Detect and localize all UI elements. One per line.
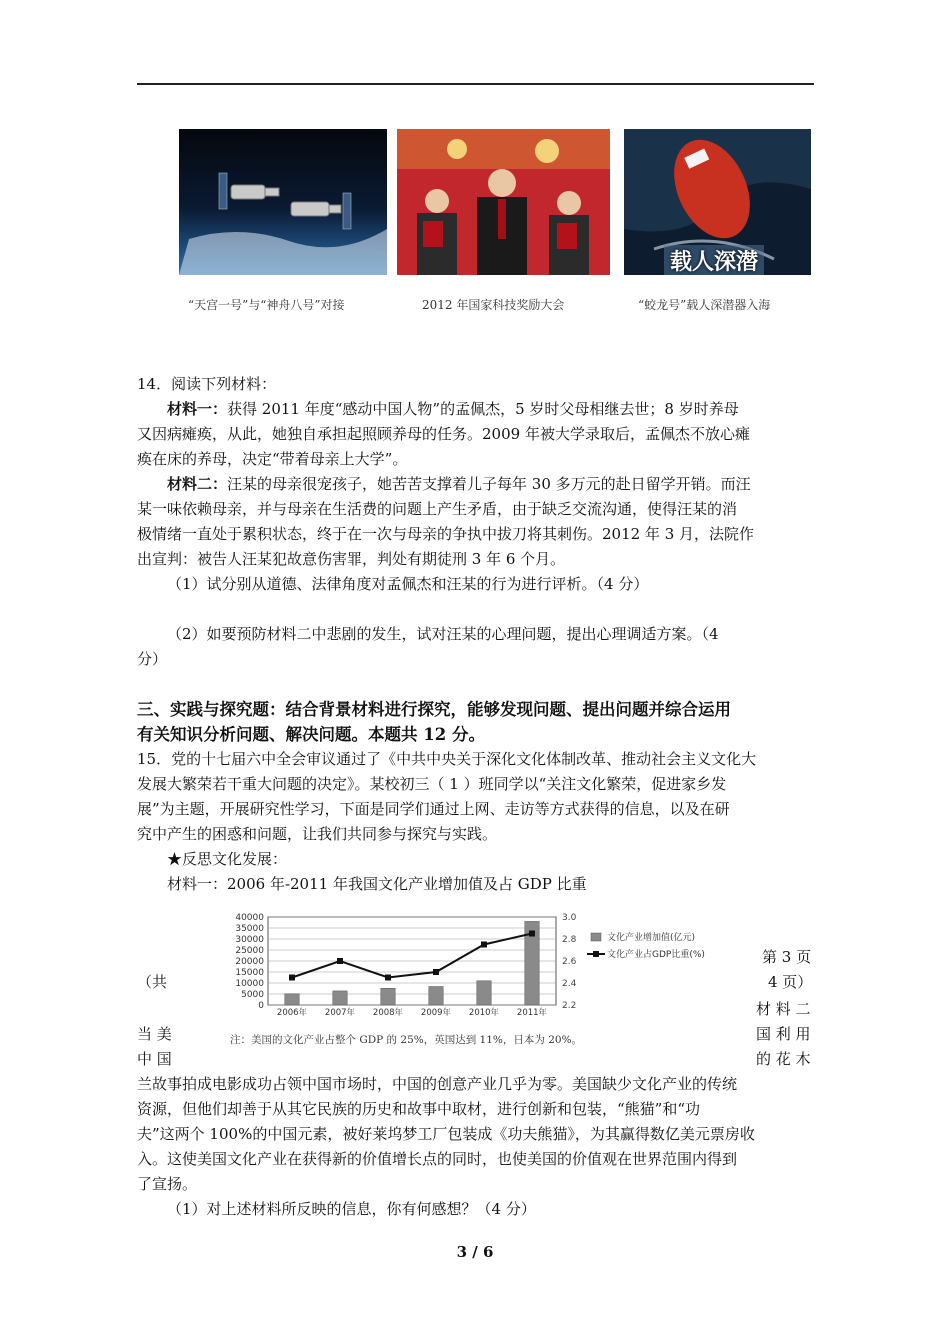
y-tick-label: 0 xyxy=(258,1001,264,1011)
q14-material2-line4: 出宣判：被告人汪某犯故意伤害罪，判处有期徒刑 3 年 6 个月。 xyxy=(137,550,566,568)
q15-line3: 展”为主题，开展研究性学习，下面是同学们通过上网、走访等方式获得的信息，以及在研 xyxy=(137,800,730,818)
overlap-left-1: （共 xyxy=(137,973,168,991)
y2-tick-label: 3.0 xyxy=(562,913,577,923)
caption-docking: “天宫一号”与“神舟八号”对接 xyxy=(188,298,345,312)
line-point xyxy=(385,975,391,981)
q14-material1-line2: 又因病瘫痪，从此，她独自承担起照顾养母的任务。2009 年被大学录取后，孟佩杰不放心瘫 xyxy=(137,425,750,443)
y-tick-label: 35000 xyxy=(235,924,264,934)
overlap-right-1: 第 3 页 xyxy=(762,948,812,966)
award-ceremony-photo xyxy=(397,129,610,275)
q14-sub2-line2: 分） xyxy=(137,650,168,668)
q15-sub1: （1）对上述材料所反映的信息，你有何感想？（4 分） xyxy=(167,1200,536,1218)
y-tick-label: 10000 xyxy=(235,979,264,989)
x-tick-label: 2007年 xyxy=(324,1008,356,1018)
line-point xyxy=(337,958,343,964)
section3-title-line2: 有关知识分析问题、解决问题。本题共 12 分。 xyxy=(137,725,485,744)
q14-intro: 14．阅读下列材料： xyxy=(137,375,277,393)
x-tick-label: 2006年 xyxy=(276,1008,308,1018)
bar xyxy=(477,981,491,1005)
y-tick-label: 15000 xyxy=(235,968,264,978)
material2-text: 汪某的母亲很宠孩子，她苦苦支撑着儿子每年 30 多万元的赴日留学开销。而汪 xyxy=(227,475,751,493)
y2-tick-label: 2.2 xyxy=(562,1001,577,1011)
q14-sub1: （1）试分别从道德、法律角度对孟佩杰和汪某的行为进行评析。（4 分） xyxy=(167,575,649,593)
line-point xyxy=(289,975,295,981)
chart-note: 注：美国的文化产业占整个 GDP 的 25%，英国达到 11%，日本为 20%。 xyxy=(230,1034,583,1046)
q14-material2-line3: 极情绪一直处于累积状态，终于在一次与母亲的争执中拔刀将其刺伤。2012 年 3 月，法院作 xyxy=(137,525,755,543)
q15-body-line2: 资源，但他们却善于从其它民族的历史和故事中取材，进行创新和包装，“熊猫”和“功 xyxy=(137,1100,701,1118)
legend-line-label: 文化产业占GDP比重(%) xyxy=(607,950,705,960)
q15-line1: 15．党的十七届六中全会审议通过了《中共中央关于深化文化体制改革、推动社会主义文化大 xyxy=(137,750,757,768)
y-tick-label: 40000 xyxy=(235,913,264,923)
q15-material1-title: 材料一：2006 年-2011 年我国文化产业增加值及占 GDP 比重 xyxy=(167,875,587,893)
bar xyxy=(429,987,443,1005)
overlap-left-2: 当 美 xyxy=(137,1025,172,1043)
legend-bar-label: 文化产业增加值(亿元) xyxy=(607,933,696,943)
y2-tick-label: 2.8 xyxy=(562,935,577,945)
q14-material1-line3: 痪在床的养母，决定“带着母亲上大学”。 xyxy=(137,450,408,468)
material2-label: 材料二： xyxy=(167,475,228,493)
x-tick-label: 2009年 xyxy=(420,1008,452,1018)
chart-svg xyxy=(186,905,746,1053)
x-tick-label: 2008年 xyxy=(372,1008,404,1018)
q15-body-line5: 了宣扬。 xyxy=(137,1175,198,1193)
legend-line-marker xyxy=(593,951,599,957)
overlap-right-4: 国 利 用 xyxy=(756,1025,811,1043)
line-point xyxy=(433,969,439,975)
overlap-left-3: 中 国 xyxy=(137,1050,172,1068)
y-tick-label: 20000 xyxy=(235,957,264,967)
page-number: 3 / 6 xyxy=(456,1243,494,1261)
y-tick-label: 30000 xyxy=(235,935,264,945)
submersible-photo xyxy=(624,129,811,275)
q15-line2: 发展大繁荣若干重大问题的决定》。某校初三（ 1 ）班同学以“关注文化繁荣，促进家乡发 xyxy=(137,775,727,793)
q15-line4: 究中产生的困惑和问题，让我们共同参与探究与实践。 xyxy=(137,825,498,843)
x-tick-label: 2010年 xyxy=(468,1008,500,1018)
caption-award: 2012 年国家科技奖励大会 xyxy=(422,298,565,312)
bar xyxy=(333,991,347,1005)
q14-material2-line2: 某一味依赖母亲，并与母亲在生活费的问题上产生矛盾，由于缺乏交流沟通，使得汪某的消 xyxy=(137,500,738,518)
q15-body-line3: 夫”这两个 100%的中国元素，被好莱坞梦工厂包装成《功夫熊猫》，为其赢得数亿美元票房收 xyxy=(137,1125,755,1143)
line-point xyxy=(529,931,535,937)
section3-title-line1: 三、实践与探究题：结合背景材料进行探究，能够发现问题、提出问题并综合运用 xyxy=(137,700,731,719)
overlap-right-3: 材 料 二 xyxy=(756,1000,811,1018)
overlay-caption: 载人深潜 xyxy=(664,245,764,275)
overlap-right-5: 的 花 木 xyxy=(756,1050,811,1068)
q15-body-line1: 兰故事拍成电影成功占领中国市场时，中国的创意产业几乎为零。美国缺少文化产业的传统 xyxy=(137,1075,738,1093)
culture-industry-chart xyxy=(186,905,746,1053)
y2-tick-label: 2.4 xyxy=(562,979,577,989)
x-tick-label: 2011年 xyxy=(516,1008,548,1018)
q15-body-line4: 入。这使美国文化产业在获得新的价值增长点的同时，也使美国的价值观在世界范围内得到 xyxy=(137,1150,738,1168)
q14-material1-line1 xyxy=(167,397,739,422)
y-tick-label: 25000 xyxy=(235,946,264,956)
line-point xyxy=(481,942,487,948)
bar xyxy=(381,988,395,1005)
material1-text: 获得 2011 年度“感动中国人物”的孟佩杰，5 岁时父母相继去世；8 岁时养母 xyxy=(227,400,739,418)
overlap-right-2: 4 页） xyxy=(768,973,813,991)
caption-submersible: “蛟龙号”载人深潜器入海 xyxy=(638,298,771,312)
docking-photo xyxy=(179,129,387,275)
q15-star-heading: ★反思文化发展： xyxy=(167,850,288,868)
legend-bar-swatch xyxy=(591,933,601,941)
q14-material2-line1 xyxy=(167,472,751,497)
bar xyxy=(285,994,299,1005)
q14-sub2-line1: （2）如要预防材料二中悲剧的发生，试对汪某的心理问题，提出心理调适方案。（4 xyxy=(167,625,719,643)
header-rule xyxy=(137,83,814,85)
y-tick-label: 5000 xyxy=(241,990,264,1000)
y2-tick-label: 2.6 xyxy=(562,957,577,967)
material1-label: 材料一： xyxy=(167,400,228,418)
